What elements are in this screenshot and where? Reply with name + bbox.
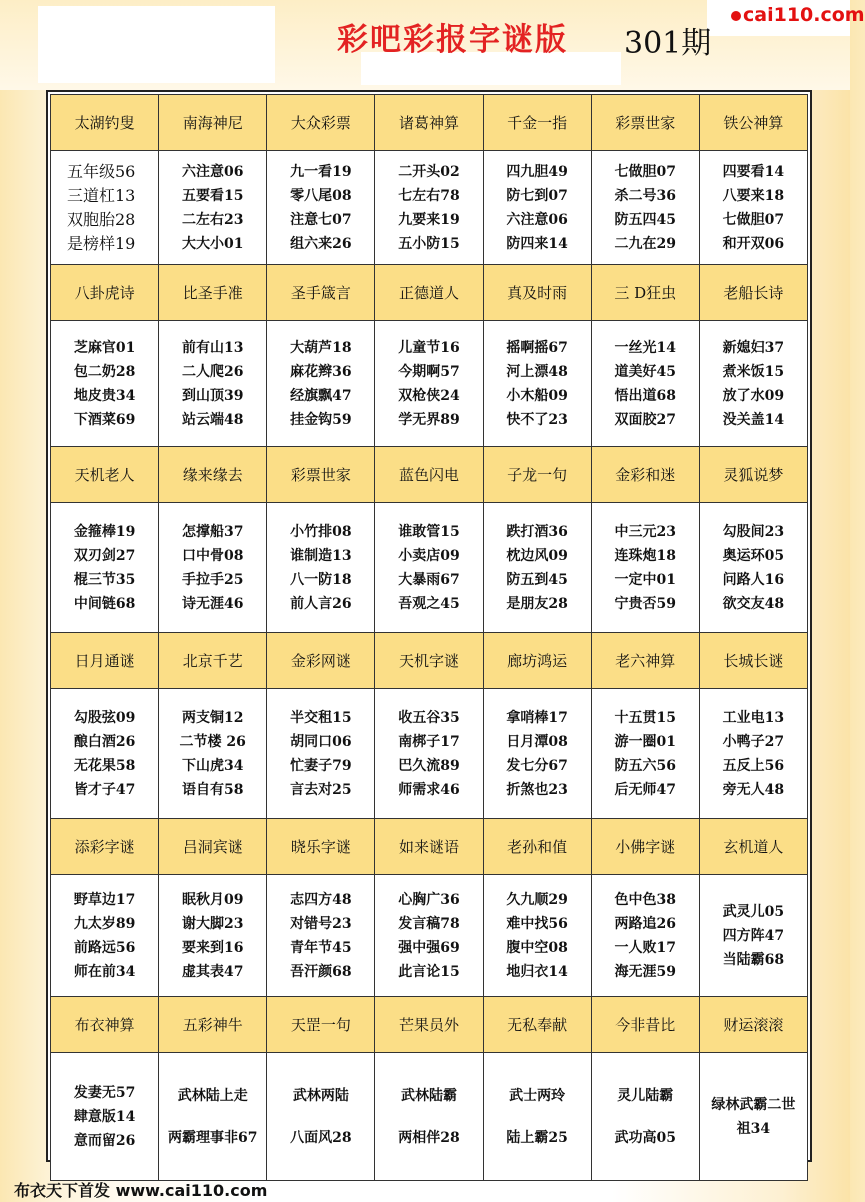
clue-line: 七做胆07 [614, 163, 677, 180]
clue-spacer [159, 1108, 266, 1126]
clue-line: 前人言26 [290, 595, 352, 612]
clue-cell [375, 151, 483, 265]
clue-line: 九要来19 [398, 211, 460, 228]
clue-line: 折煞也23 [506, 781, 568, 798]
clue-line: 摇啊摇67 [506, 339, 568, 356]
clue-line: 九一看19 [290, 163, 352, 180]
site-logo[interactable] [731, 4, 865, 26]
column-source-header: 铁公神算 [699, 95, 807, 151]
clue-cell [699, 1053, 807, 1181]
clue-line: 悟出道68 [614, 387, 677, 404]
column-source-header: 北京千艺 [159, 633, 267, 689]
clue-line: 防七到07 [506, 187, 568, 204]
clue-line: 中间链68 [73, 595, 136, 612]
clue-row [51, 1053, 808, 1181]
clue-line: 无花果58 [73, 757, 136, 774]
clue-line: 新媳妇37 [722, 339, 785, 356]
clue-line: 快不了23 [506, 411, 568, 428]
column-source-header: 老船长诗 [699, 265, 807, 321]
clue-cell [375, 321, 483, 447]
clue-line: 武林陆霸 [400, 1087, 457, 1104]
clue-cell [699, 321, 807, 447]
clue-cell [267, 321, 375, 447]
header-row [51, 447, 808, 503]
clue-line: 强中强69 [398, 939, 460, 956]
clue-line: 吾汗颜68 [290, 963, 352, 980]
clue-line: 二九在29 [614, 235, 677, 252]
clue-line: 二开头02 [398, 163, 460, 180]
clue-line: 勾股弦09 [73, 709, 136, 726]
clue-line: 学无界89 [398, 411, 460, 428]
clue-line: 九太岁89 [73, 915, 136, 932]
page-title: 彩吧彩报字谜版 [337, 22, 568, 58]
clue-spacer [592, 1108, 699, 1126]
clue-cell [51, 503, 159, 633]
column-source-header: 廊坊鸿运 [483, 633, 591, 689]
column-source-header: 太湖钓叟 [51, 95, 159, 151]
clue-cell [375, 1053, 483, 1181]
clue-line: 前有山13 [181, 339, 244, 356]
clue-line: 收五谷35 [398, 709, 460, 726]
clue-line: 师需求46 [398, 781, 460, 798]
clue-line: 欲交友48 [722, 595, 785, 612]
clue-line: 谁敢管15 [398, 523, 460, 540]
clue-cell [159, 689, 267, 819]
clue-line: 小竹排08 [290, 523, 352, 540]
clue-line: 巴久流89 [398, 757, 460, 774]
clue-line: 芝麻官01 [73, 339, 136, 356]
clue-line: 连珠炮18 [614, 547, 677, 564]
clue-cell [267, 689, 375, 819]
column-source-header: 诸葛神算 [375, 95, 483, 151]
column-source-header: 今非昔比 [591, 997, 699, 1053]
clue-line: 小卖店09 [398, 547, 460, 564]
column-source-header: 日月通谜 [51, 633, 159, 689]
column-source-header: 千金一指 [483, 95, 591, 151]
clue-cell [375, 503, 483, 633]
clue-line: 怎撑船37 [181, 523, 244, 540]
clue-line: 中三元23 [614, 523, 677, 540]
clue-line: 道美好45 [614, 363, 677, 380]
clue-line: 防四来14 [506, 235, 568, 252]
column-source-header: 三 D狂虫 [591, 265, 699, 321]
clue-line: 海无涯59 [614, 963, 677, 980]
clue-cell [51, 151, 159, 265]
clue-line: 八一防18 [290, 571, 352, 588]
clue-line: 双刃剑27 [73, 547, 136, 564]
clue-cell [51, 1053, 159, 1181]
column-source-header: 大众彩票 [267, 95, 375, 151]
clue-line: 八面风28 [290, 1129, 352, 1146]
clue-cell [375, 875, 483, 997]
clue-line: 后无师47 [614, 781, 677, 798]
footer-credit: 布衣天下首发 www.cai110.com [14, 1181, 268, 1200]
clue-line: 防五六56 [614, 757, 677, 774]
clue-line: 发言稿78 [398, 915, 460, 932]
column-source-header: 真及时雨 [483, 265, 591, 321]
clue-line: 野草边17 [73, 891, 136, 908]
column-source-header: 天机字谜 [375, 633, 483, 689]
clue-cell [699, 875, 807, 997]
clue-line: 五年级56 [67, 161, 136, 181]
clue-line: 肆意版14 [73, 1108, 136, 1125]
clue-line: 四方阵47 [722, 927, 785, 944]
clue-line: 经旗飘47 [290, 387, 352, 404]
blank-panel-left [38, 6, 275, 83]
column-source-header: 圣手箴言 [267, 265, 375, 321]
clue-line: 青年节45 [290, 939, 352, 956]
clue-cell [591, 321, 699, 447]
clue-line: 灵儿陆霸 [617, 1087, 674, 1104]
clue-line: 五小防15 [398, 235, 460, 252]
column-source-header: 添彩字谜 [51, 819, 159, 875]
clue-line: 两路追26 [614, 915, 677, 932]
clue-line: 手拉手25 [181, 571, 244, 588]
clue-spacer [267, 1108, 374, 1126]
clue-cell [699, 689, 807, 819]
clue-line: 发妻无57 [73, 1084, 136, 1101]
clue-line: 日月潭08 [506, 733, 568, 750]
clue-line: 问路人16 [722, 571, 785, 588]
column-source-header: 布衣神算 [51, 997, 159, 1053]
clue-line: 一人败17 [614, 939, 677, 956]
clue-line: 防五四45 [614, 211, 677, 228]
clue-line: 二人爬26 [181, 363, 244, 380]
column-source-header: 芒果员外 [375, 997, 483, 1053]
clue-line: 今期啊57 [398, 363, 460, 380]
clue-cell [483, 875, 591, 997]
clue-line: 十五贯15 [614, 709, 677, 726]
clue-line: 两支铜12 [181, 709, 244, 726]
column-source-header: 老六神算 [591, 633, 699, 689]
clue-cell [483, 503, 591, 633]
clue-line: 武士两玲 [509, 1087, 566, 1104]
clue-line: 要来到16 [181, 939, 244, 956]
clue-line: 大大小01 [181, 235, 244, 252]
clue-line: 小鸭子27 [722, 733, 785, 750]
clue-line: 是榜样19 [67, 233, 136, 253]
clue-row [51, 689, 808, 819]
clue-line: 金箍棒19 [73, 523, 136, 540]
column-source-header: 如来谜语 [375, 819, 483, 875]
clue-cell [591, 151, 699, 265]
clue-cell [267, 151, 375, 265]
clue-line: 前路远56 [73, 939, 136, 956]
clue-line: 二节楼 26 [179, 733, 246, 750]
clue-line: 是朋友28 [506, 595, 568, 612]
clue-line: 眠秋月09 [181, 891, 244, 908]
clue-cell [483, 321, 591, 447]
clue-cell [483, 151, 591, 265]
clue-line: 心胸广36 [398, 891, 460, 908]
clue-line: 拿哨棒17 [506, 709, 568, 726]
clue-line: 勾股间23 [722, 523, 785, 540]
clue-line: 五要看15 [181, 187, 244, 204]
clue-row [51, 151, 808, 265]
clue-line: 枕边风09 [506, 547, 568, 564]
clue-line: 六注意06 [506, 211, 568, 228]
clue-line: 色中色38 [614, 891, 677, 908]
clue-line: 组六来26 [290, 235, 352, 252]
clue-line: 河上漂48 [506, 363, 568, 380]
clue-cell [51, 689, 159, 819]
clue-line: 大葫芦18 [290, 339, 352, 356]
clue-line: 五反上56 [722, 757, 785, 774]
clue-cell [699, 503, 807, 633]
column-source-header: 南海神尼 [159, 95, 267, 151]
clue-cell [483, 689, 591, 819]
clue-line: 武林陆上走 [177, 1087, 248, 1104]
column-source-header: 蓝色闪电 [375, 447, 483, 503]
clue-line: 防五到45 [506, 571, 568, 588]
clue-line: 没关盖14 [722, 411, 785, 428]
clue-line: 诗无涯46 [181, 595, 244, 612]
clue-line: 武灵儿05 [722, 903, 785, 920]
clue-line: 下山虎34 [181, 757, 244, 774]
clue-cell [51, 321, 159, 447]
clue-cell [483, 1053, 591, 1181]
clue-line: 下酒菜69 [73, 411, 136, 428]
clue-line: 包二奶28 [73, 363, 136, 380]
clue-cell [267, 503, 375, 633]
column-source-header: 吕洞宾谜 [159, 819, 267, 875]
column-source-header: 子龙一句 [483, 447, 591, 503]
clue-line: 跌打酒36 [506, 523, 568, 540]
clue-line: 二左右23 [181, 211, 244, 228]
clue-cell [267, 1053, 375, 1181]
clue-line: 胡同口06 [290, 733, 352, 750]
column-source-header: 金彩网谜 [267, 633, 375, 689]
clue-line: 注意七07 [290, 211, 352, 228]
column-source-header: 金彩和迷 [591, 447, 699, 503]
clue-line: 腹中空08 [506, 939, 568, 956]
clue-line: 七左右78 [398, 187, 460, 204]
column-source-header: 天机老人 [51, 447, 159, 503]
column-source-header: 老孙和值 [483, 819, 591, 875]
clue-line: 口中骨08 [181, 547, 244, 564]
header-row [51, 95, 808, 151]
clue-cell [591, 689, 699, 819]
clue-row [51, 503, 808, 633]
clue-line: 奥运环05 [722, 547, 785, 564]
clue-line: 四要看14 [722, 163, 785, 180]
clue-line: 地归衣14 [506, 963, 568, 980]
column-source-header: 长城长谜 [699, 633, 807, 689]
clue-spacer [484, 1108, 591, 1126]
clue-cell [159, 875, 267, 997]
clue-line: 儿童节16 [398, 339, 460, 356]
column-source-header: 彩票世家 [267, 447, 375, 503]
logo-text: cai110.com [743, 4, 865, 26]
clue-line: 双枪侠24 [398, 387, 460, 404]
clue-line: 煮米饭15 [722, 363, 785, 380]
column-source-header: 八卦虎诗 [51, 265, 159, 321]
header-row [51, 819, 808, 875]
clue-line: 久九顺29 [506, 891, 568, 908]
clue-line: 地皮贵34 [73, 387, 136, 404]
clue-line: 酿白酒26 [73, 733, 136, 750]
clue-line: 宁贵否59 [614, 595, 677, 612]
clue-line: 挂金钩59 [290, 411, 352, 428]
clue-line: 发七分67 [506, 757, 568, 774]
column-source-header: 彩票世家 [591, 95, 699, 151]
clue-line: 半交租15 [290, 709, 352, 726]
clue-line: 游一圈01 [614, 733, 677, 750]
clue-line: 杀二号36 [614, 187, 677, 204]
column-source-header: 小佛字谜 [591, 819, 699, 875]
clue-cell [375, 689, 483, 819]
clue-cell [591, 503, 699, 633]
column-source-header: 玄机道人 [699, 819, 807, 875]
clue-line: 站云端48 [181, 411, 244, 428]
clue-line: 六注意06 [181, 163, 244, 180]
clue-line: 言去对25 [290, 781, 352, 798]
clue-line: 大暴雨67 [398, 571, 460, 588]
clue-line: 旁无人48 [722, 781, 785, 798]
clue-line: 祖34 [736, 1120, 771, 1137]
clue-line: 放了水09 [722, 387, 785, 404]
clue-line: 两霸理事非67 [167, 1129, 258, 1146]
clue-line: 语自有58 [181, 781, 244, 798]
clue-line: 八要来18 [722, 187, 785, 204]
clue-line: 志四方48 [290, 891, 352, 908]
clue-cell [591, 875, 699, 997]
clue-cell [159, 151, 267, 265]
issue-number: 301期 [624, 26, 712, 61]
clue-line: 棍三节35 [73, 571, 136, 588]
clue-line: 陆上霸25 [506, 1129, 568, 1146]
clue-cell [159, 1053, 267, 1181]
column-source-header: 无私奉献 [483, 997, 591, 1053]
clue-line: 意而留26 [73, 1132, 136, 1149]
clue-line: 南梆子17 [398, 733, 460, 750]
column-source-header: 正德道人 [375, 265, 483, 321]
header-row [51, 997, 808, 1053]
clue-line: 四九胆49 [506, 163, 568, 180]
clue-line: 绿林武霸二世 [711, 1096, 796, 1113]
clue-line: 工业电13 [722, 709, 785, 726]
clue-cell [591, 1053, 699, 1181]
clue-line: 双胞胎28 [67, 209, 136, 229]
clue-line: 当陆霸68 [722, 951, 785, 968]
clue-line: 忙妻子79 [290, 757, 352, 774]
clue-line: 此言论15 [398, 963, 460, 980]
clue-line: 两相伴28 [398, 1129, 460, 1146]
clue-line: 谢大脚23 [181, 915, 244, 932]
clue-line: 三道杠13 [67, 185, 136, 205]
header-row [51, 265, 808, 321]
clue-line: 一丝光14 [614, 339, 677, 356]
clue-line: 零八尾08 [290, 187, 352, 204]
clue-line: 一定中01 [614, 571, 677, 588]
logo-dot-icon [731, 11, 741, 21]
clue-row [51, 875, 808, 997]
column-source-header: 财运滚滚 [699, 997, 807, 1053]
clue-line: 武功高05 [614, 1129, 677, 1146]
column-source-header: 五彩神牛 [159, 997, 267, 1053]
clue-cell [159, 321, 267, 447]
puzzle-grid [50, 94, 808, 1181]
header-row [51, 633, 808, 689]
clue-line: 和开双06 [722, 235, 785, 252]
clue-line: 谁制造13 [290, 547, 352, 564]
clue-line: 虚其表47 [181, 963, 244, 980]
clue-line: 对错号23 [290, 915, 352, 932]
clue-line: 师在前34 [73, 963, 136, 980]
column-source-header: 天罡一句 [267, 997, 375, 1053]
clue-cell [267, 875, 375, 997]
column-source-header: 灵狐说梦 [699, 447, 807, 503]
clue-line: 皆才子47 [73, 781, 136, 798]
clue-cell [159, 503, 267, 633]
clue-cell [51, 875, 159, 997]
clue-line: 吾观之45 [398, 595, 460, 612]
column-source-header: 晓乐字谜 [267, 819, 375, 875]
clue-line: 难中找56 [506, 915, 568, 932]
clue-spacer [375, 1108, 482, 1126]
column-source-header: 缘来缘去 [159, 447, 267, 503]
clue-line: 七做胆07 [722, 211, 785, 228]
clue-line: 小木船09 [506, 387, 568, 404]
clue-line: 武林两陆 [292, 1087, 349, 1104]
clue-line: 双面胶27 [614, 411, 677, 428]
clue-line: 到山顶39 [181, 387, 244, 404]
clue-line: 麻花辫36 [290, 363, 352, 380]
clue-row [51, 321, 808, 447]
column-source-header: 比圣手准 [159, 265, 267, 321]
clue-cell [699, 151, 807, 265]
